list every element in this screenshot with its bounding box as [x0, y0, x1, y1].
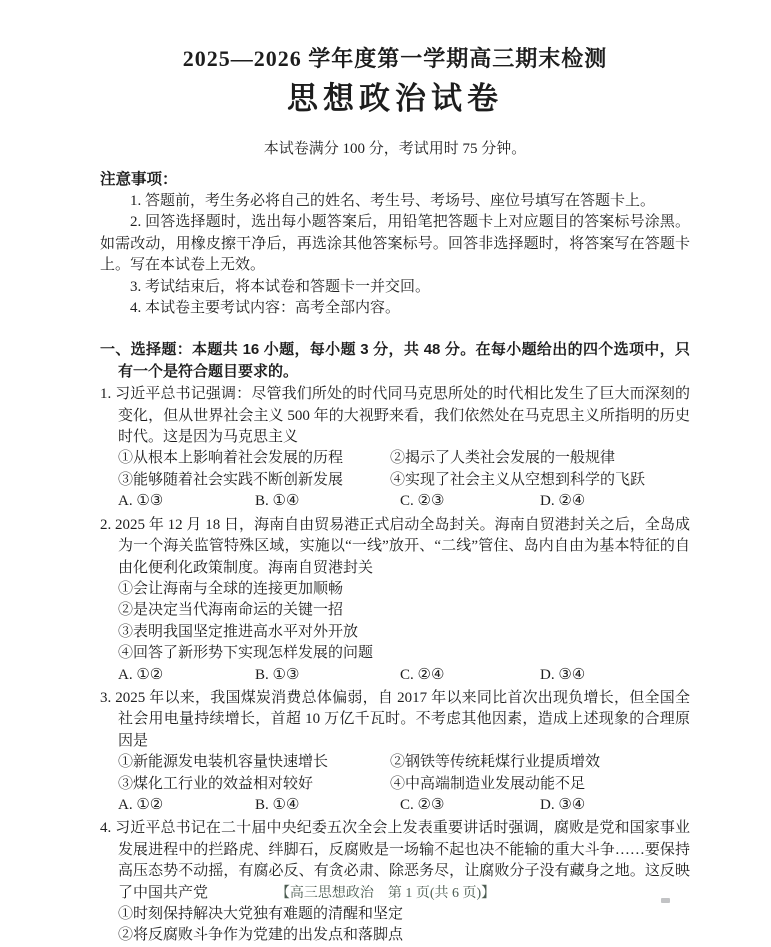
answer-choice: C. ②③	[400, 493, 445, 510]
option-item: ④中高端制造业发展动能不足	[390, 775, 586, 792]
print-artifact	[661, 898, 670, 903]
notice-item-3: 3. 考试结束后，将本试卷和答题卡一并交回。	[130, 278, 431, 295]
question-1-choices	[100, 491, 690, 512]
question-3-options	[100, 752, 690, 795]
option-item: ③表明我国坚定推进高水平对外开放	[118, 623, 359, 640]
answer-choice: B. ①④	[255, 796, 300, 813]
question-2-choices	[100, 665, 690, 686]
notice-item-2: 2. 回答选择题时，选出每小题答案后，用铅笔把答题卡上对应题目的答案标号涂黑。如需改动，用橡皮擦干净后，再选涂其他答案标号。回答非选择题时，将答案写在答题卡上。写在本试卷上无效。	[100, 214, 690, 274]
option-item: ②将反腐败斗争作为党建的出发点和落脚点	[118, 927, 404, 944]
notice-heading: 注意事项：	[100, 171, 178, 188]
option-item: ①新能源发电装机容量快速增长	[118, 754, 329, 771]
question-1	[100, 384, 690, 512]
question-3-choices	[100, 795, 690, 816]
paper-meta-line: 本试卷满分 100 分，考试用时 75 分钟。	[263, 141, 527, 157]
question-4	[100, 818, 690, 946]
page-footer: 【高三思想政治 第 1 页(共 6 页)】	[275, 886, 496, 901]
answer-choice: D. ③④	[540, 796, 586, 813]
answer-choice: D. ②④	[540, 493, 586, 510]
question-2-stem: 2. 2025 年 12 月 18 日，海南自由贸易港正式启动全岛封关。海南自贸港封关之后，全岛成为一个海关监管特殊区域，实施以“一线”放开、“二线”管住、岛内自由为基本特征的自由化便利化政策制度。海南自贸港封关	[100, 516, 690, 576]
exam-session-title: 2025—2026 学年度第一学期高三期末检测	[182, 46, 608, 71]
option-item: ①时刻保持解决大党独有难题的清醒和坚定	[118, 906, 404, 922]
question-1-stem: 1. 习近平总书记强调：尽管我们所处的时代同马克思所处的时代相比发生了巨大而深刻的变化，但从世界社会主义 500 年的大视野来看，我们依然处在马克思主义所指明的历史时代。这是因为马克思主义	[100, 386, 690, 446]
question-3	[100, 688, 690, 816]
option-item: ②钢铁等传统耗煤行业提质增效	[390, 754, 601, 771]
answer-choice: C. ②③	[400, 796, 445, 813]
option-item: ①从根本上影响着社会发展的历程	[118, 450, 344, 467]
option-item: ②揭示了人类社会发展的一般规律	[390, 450, 616, 467]
option-item: ③煤化工行业的效益相对较好	[118, 775, 314, 792]
answer-choice: A. ①②	[118, 796, 164, 813]
answer-choice: A. ①②	[118, 666, 164, 683]
answer-choice: B. ①③	[255, 666, 300, 683]
question-2-options	[100, 579, 690, 665]
question-3-stem: 3. 2025 年以来，我国煤炭消费总体偏弱，自 2017 年以来同比首次出现负增长，但全国全社会用电量持续增长，首超 10 万亿千瓦时。不考虑其他因素，造成上述现象的合理原因是	[100, 689, 690, 749]
question-2	[100, 515, 690, 686]
question-1-options	[100, 448, 690, 491]
option-item: ③能够随着社会实践不断创新发展	[118, 471, 344, 488]
notice-item-4: 4. 本试卷主要考试内容：高考全部内容。	[130, 300, 401, 317]
option-item: ④回答了新形势下实现怎样发展的问题	[118, 645, 374, 662]
notice-item-1: 1. 答题前，考生务必将自己的姓名、考生号、考场号、座位号填写在答题卡上。	[130, 193, 656, 209]
answer-choice: A. ①③	[118, 493, 164, 510]
question-4-stem: 4. 习近平总书记在二十届中央纪委五次全会上发表重要讲话时强调，腐败是党和国家事业发展进程中的拦路虎、绊脚石，反腐败是一场输不起也决不能输的重大斗争……要保持高压态势不动摇，有腐必反、有贪必肃、除恶务尽，让腐败分子没有藏身之地。这反映了中国共产党	[100, 820, 690, 901]
answer-choice: C. ②④	[400, 666, 445, 683]
option-item: ①会让海南与全球的连接更加顺畅	[118, 580, 344, 597]
answer-choice: D. ③④	[540, 666, 586, 683]
option-item: ②是决定当代海南命运的关键一招	[118, 602, 344, 619]
option-item: ④实现了社会主义从空想到科学的飞跃	[390, 471, 646, 488]
paper-title: 思想政治试卷	[287, 81, 503, 116]
section-heading: 一、选择题：本题共 16 小题，每小题 3 分，共 48 分。在每小题给出的四个选项中，只有一个是符合题目要求的。	[100, 341, 690, 380]
answer-choice: B. ①④	[255, 493, 300, 510]
question-4-options	[100, 904, 690, 947]
